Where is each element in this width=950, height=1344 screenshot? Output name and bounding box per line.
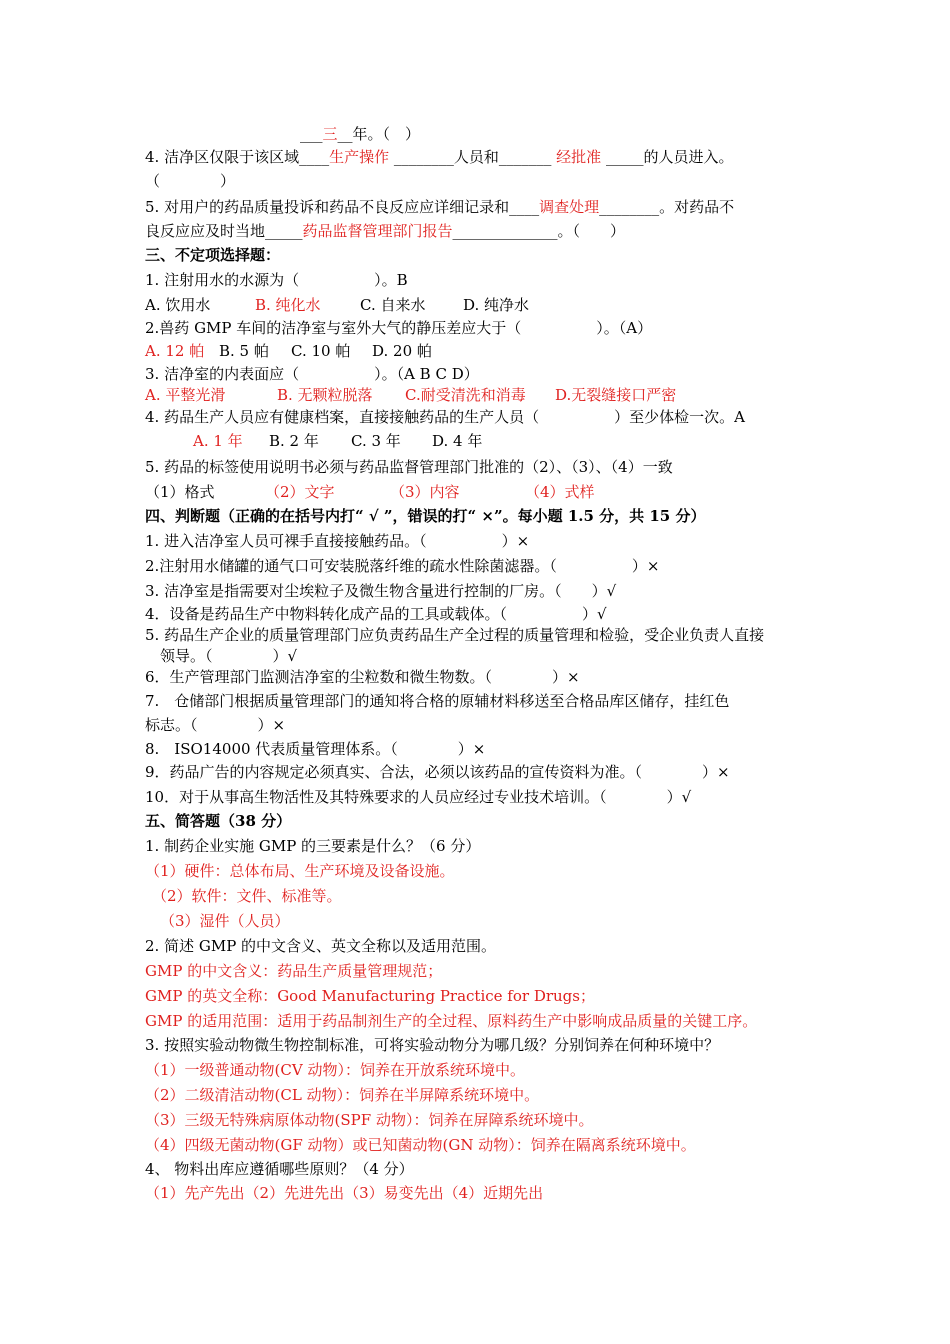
option: （1）格式 [145, 483, 215, 501]
section5-title: 五、简答题（38 分） [145, 812, 292, 830]
s5-q2-answer: GMP 的英文全称：Good Manufacturing Practice for Drugs； [145, 987, 595, 1005]
option: C. 10 帕 [291, 342, 351, 360]
s3-q2-stem: 2.兽药 GMP 车间的洁净室与室外大气的静压差应大于（ ）。（A） [145, 319, 653, 337]
text: ________。对药品不 [599, 198, 735, 216]
option: D. 4 年 [432, 432, 483, 450]
s5-q1-answer: （1）硬件：总体布局、生产环境及设备设施。 [145, 862, 455, 880]
s4-item: 6．生产管理部门监测洁净室的尘粒数和微生物数。（ ）× [145, 668, 580, 686]
s5-q4-answer: （1）先产先出（2）先进先出（3）易变先出（4）近期先出 [145, 1184, 544, 1202]
text: ___ [300, 125, 323, 143]
s5-q1-answer: （2）软件：文件、标准等。 [152, 887, 342, 905]
fill-q4 [145, 146, 860, 168]
fill-q3-tail [300, 123, 860, 145]
s3-q5-stem: 5. 药品的标签使用说明书必须与药品监督管理部门批准的（2）、（3）、（4）一致 [145, 458, 673, 476]
s4-item: 领导。（ ）√ [145, 647, 298, 665]
option-answer: （3）内容 [390, 483, 460, 501]
s5-q3-answer: （3）三级无特殊病原体动物(SPF 动物）：饲养在屏障系统环境中。 [145, 1111, 594, 1129]
option-answer: A. 平整光滑 [145, 386, 226, 404]
s4-item: 4．设备是药品生产中物料转化成产品的工具或载体。（ ）√ [145, 605, 607, 623]
answer: 生产操作 [329, 148, 390, 166]
option: C. 3 年 [351, 432, 401, 450]
option: B. 2 年 [269, 432, 319, 450]
option-answer: B. 纯化水 [255, 296, 321, 314]
fill-q5-line1 [145, 196, 860, 218]
option: A. 饮用水 [145, 296, 211, 314]
s4-item: 标志。（ ）× [145, 716, 286, 734]
s5-q2-answer: GMP 的中文含义：药品生产质量管理规范； [145, 962, 443, 980]
s5-q1-stem: 1. 制药企业实施 GMP 的三要素是什么？（6 分） [145, 837, 481, 855]
section4-title: 四、判断题（正确的在括号内打“ √ ”，错误的打“ ×”。每小题 1.5 分，共 15 分） [145, 507, 706, 525]
s5-q4-stem: 4、 物料出库应遵循哪些原则？（4 分） [145, 1160, 414, 1178]
text: _____的人员进入。 [601, 148, 734, 166]
option-answer: C.耐受清洗和消毒 [405, 386, 526, 404]
s5-q2-answer: GMP 的适用范围：适用于药品制剂生产的全过程、原料药生产中影响成品质量的关键工序。 [145, 1012, 758, 1030]
s4-item: 10．对于从事高生物活性及其特殊要求的人员应经过专业技术培训。（ ）√ [145, 788, 692, 806]
s3-q1-stem: 1. 注射用水的水源为（ ）。B [145, 271, 408, 289]
s4-item: 1. 进入洁净室人员可裸手直接接触药品。（ ）× [145, 532, 530, 550]
text: 良反应应及时当地_____ [145, 222, 303, 240]
answer: 经批准 [556, 148, 602, 166]
s5-q1-answer: （3）湿件（人员） [160, 912, 290, 930]
section3-title: 三、不定项选择题： [145, 246, 281, 264]
s3-q4-stem: 4. 药品生产人员应有健康档案，直接接触药品的生产人员（ ）至少体检一次。A [145, 408, 745, 426]
answer: 药品监督管理部门报告 [302, 222, 453, 240]
s3-q3-stem: 3. 洁净室的内表面应（ ）。（A B C D） [145, 365, 479, 383]
option-answer: A. 12 帕 [145, 342, 205, 360]
option-answer: D.无裂缝接口严密 [555, 386, 677, 404]
text: 4. 洁净区仅限于该区域____ [145, 148, 330, 166]
s4-item: 3. 洁净室是指需要对尘埃粒子及微生物含量进行控制的厂房。（ ）√ [145, 582, 617, 600]
s4-item: 8. ISO14000 代表质量管理体系。（ ）× [145, 740, 486, 758]
s5-q2-stem: 2. 简述 GMP 的中文含义、英文全称以及适用范围。 [145, 937, 497, 955]
option: B. 5 帕 [219, 342, 269, 360]
option: C. 自来水 [360, 296, 426, 314]
text: ________人员和_______ [389, 148, 557, 166]
text: 5. 对用户的药品质量投诉和药品不良反应应详细记录和____ [145, 198, 540, 216]
option-answer: （2）文字 [265, 483, 335, 501]
text: ______________。（ ） [452, 222, 626, 240]
s4-item: 7. 仓储部门根据质量管理部门的通知将合格的原辅材料移送至合格品库区储存，挂红色 [145, 692, 730, 710]
s5-q3-answer: （1）一级普通动物(CV 动物）：饲养在开放系统环境中。 [145, 1061, 525, 1079]
s5-q3-answer: （4）四级无菌动物(GF 动物）或已知菌动物(GN 动物）：饲养在隔离系统环境中。 [145, 1136, 696, 1154]
s4-item: 9．药品广告的内容规定必须真实、合法，必须以该药品的宣传资料为准。（ ）× [145, 763, 730, 781]
answer: 三 [322, 125, 338, 143]
s4-item: 2.注射用水储罐的通气口可安装脱落纤维的疏水性除菌滤器。（ ）× [145, 557, 660, 575]
option: D. 20 帕 [372, 342, 432, 360]
answer: 调查处理 [539, 198, 600, 216]
s4-item: 5. 药品生产企业的质量管理部门应负责药品生产全过程的质量管理和检验，受企业负责人直接 [145, 626, 765, 644]
fill-q4-paren: （ ） [145, 172, 236, 190]
option: D. 纯净水 [463, 296, 530, 314]
option-answer: （4）式样 [525, 483, 595, 501]
text: __年。（ ） [337, 125, 421, 143]
s5-q3-stem: 3. 按照实验动物微生物控制标准，可将实验动物分为哪几级？分别饲养在何种环境中？ [145, 1036, 720, 1054]
fill-q5-line2 [145, 220, 860, 242]
option-answer: B. 无颗粒脱落 [277, 386, 373, 404]
option-answer: A. 1 年 [193, 432, 243, 450]
s5-q3-answer: （2）二级清洁动物(CL 动物）：饲养在半屏障系统环境中。 [145, 1086, 540, 1104]
